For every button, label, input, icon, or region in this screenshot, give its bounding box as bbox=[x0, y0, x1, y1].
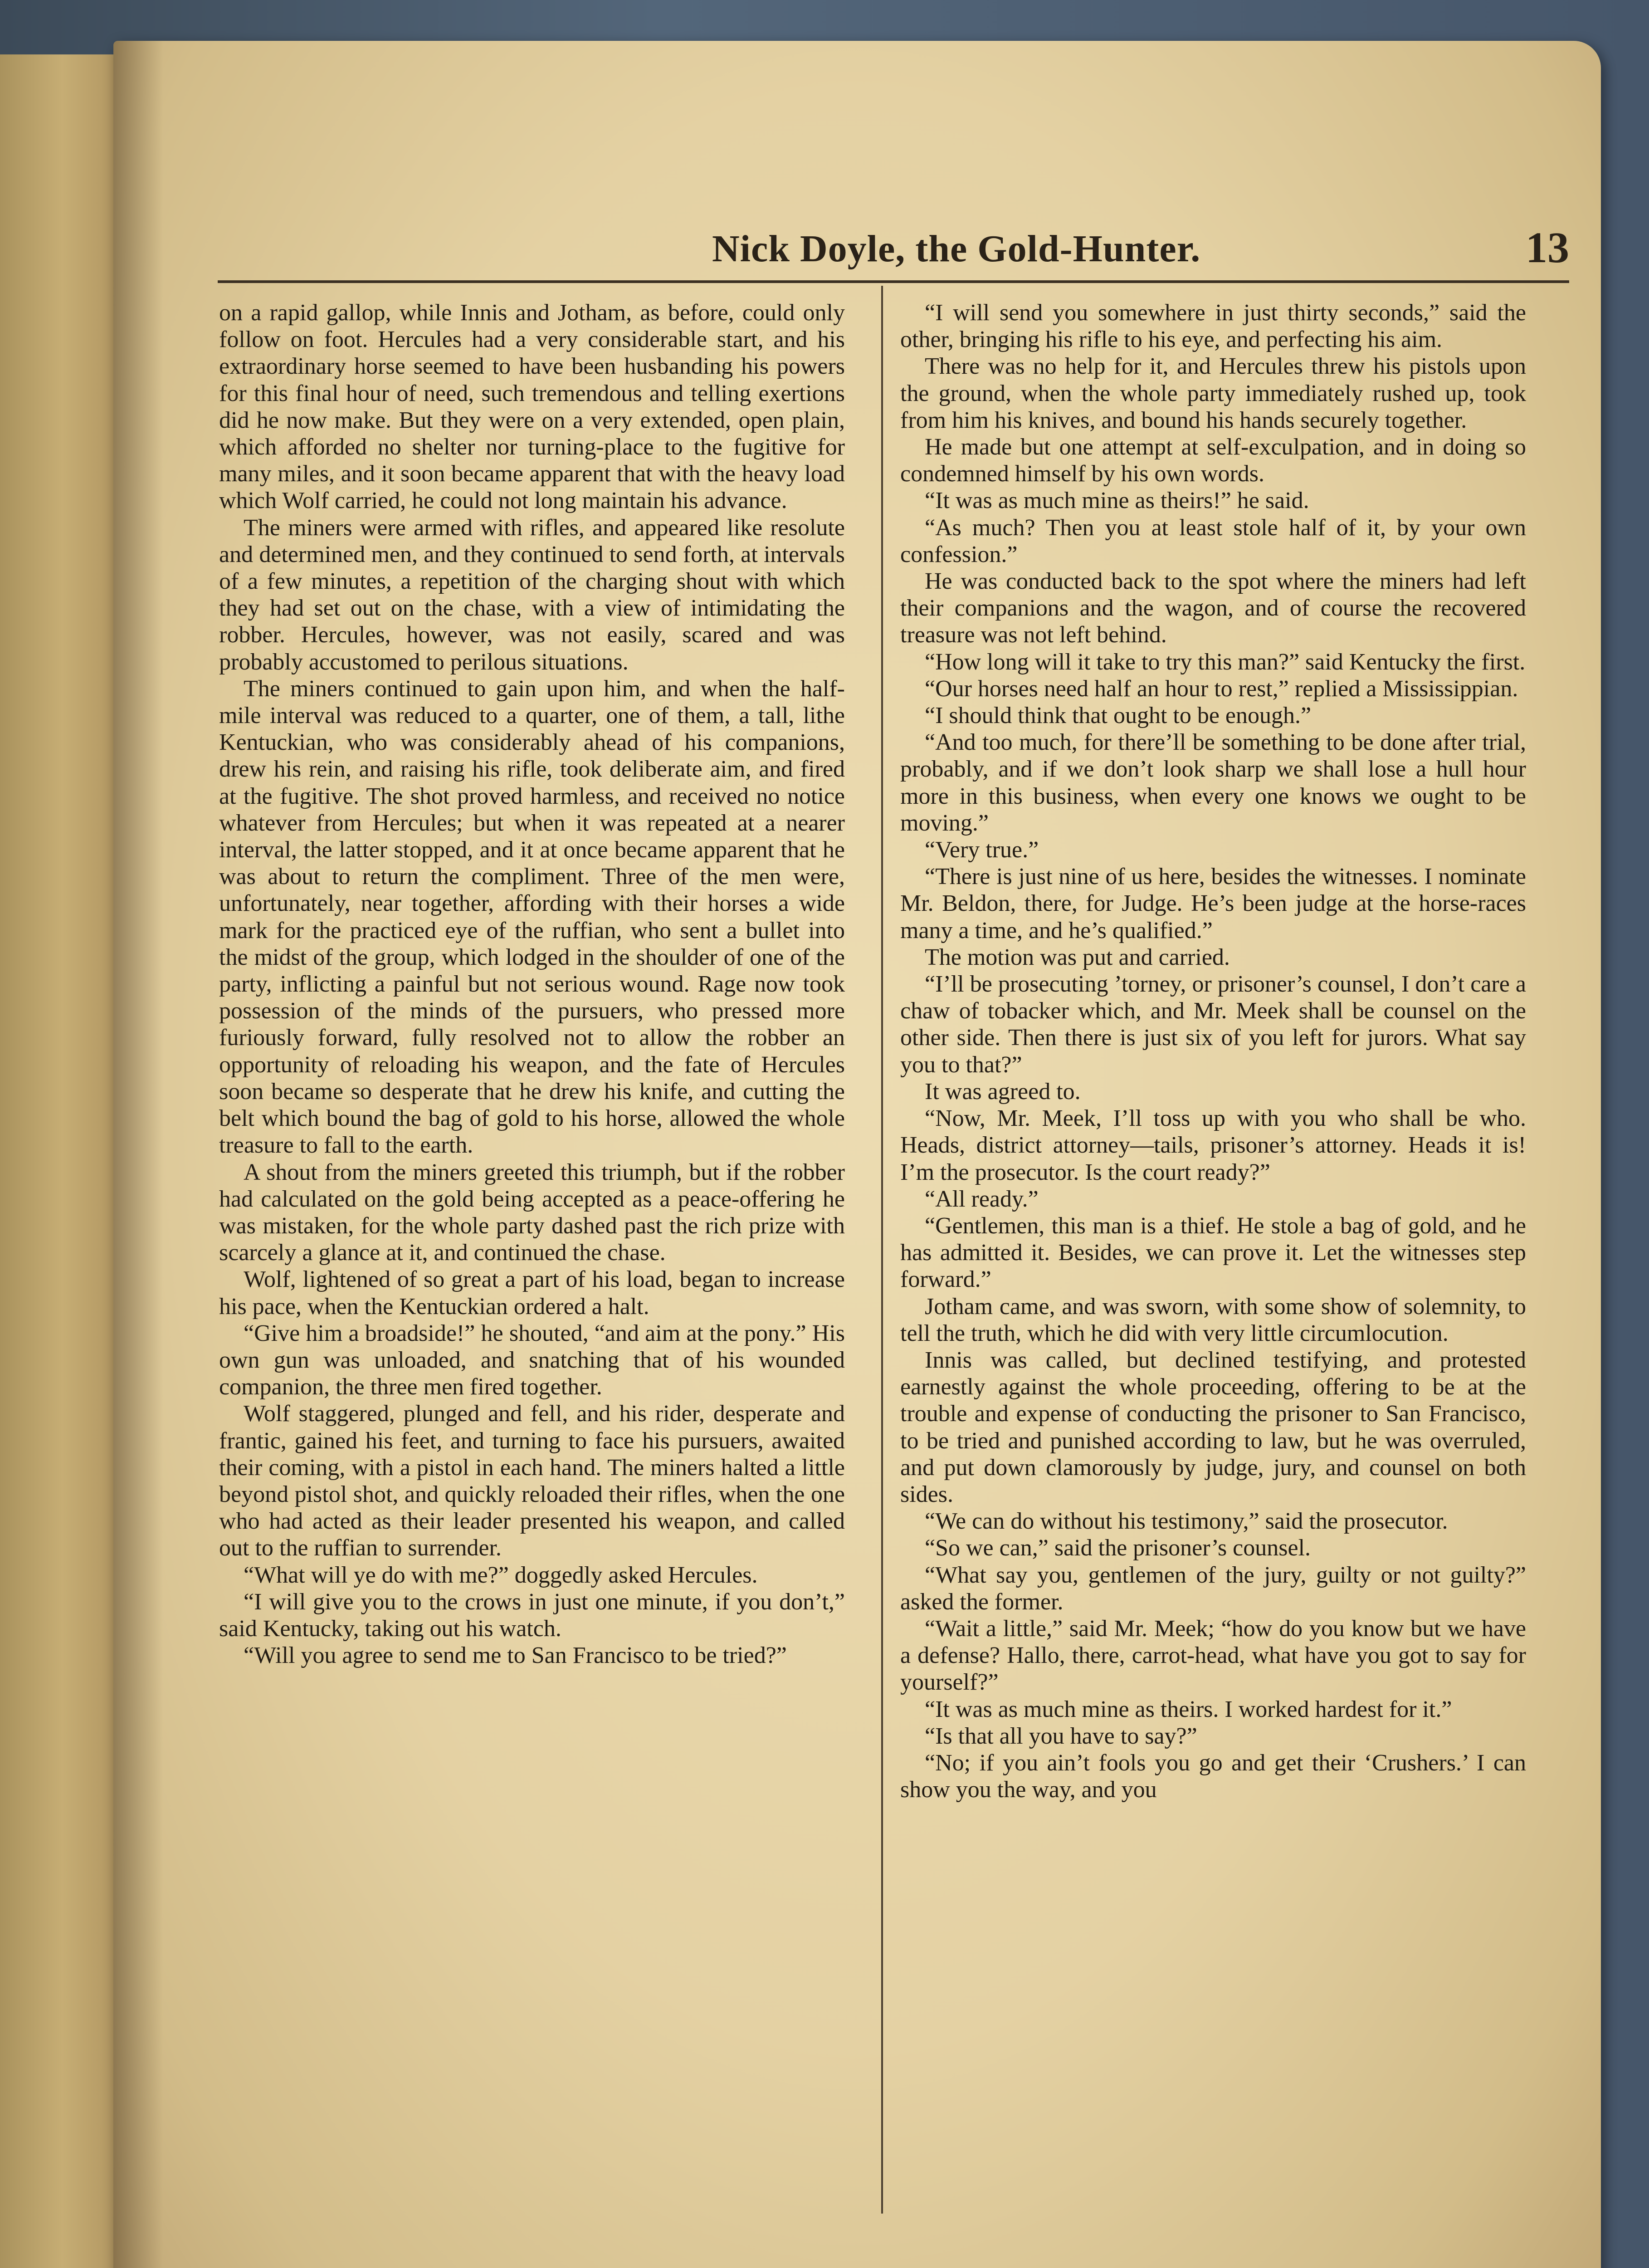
paragraph: “Wait a little,” said Mr. Meek; “how do you know but we have a defense? Hallo, there, carrot-head, what have you got to say for yourself?” bbox=[900, 1615, 1526, 1696]
paragraph: “What will ye do with me?” doggedly asked Hercules. bbox=[244, 1562, 758, 1588]
running-title: Nick Doyle, the Gold-Hunter. bbox=[712, 228, 1201, 270]
paragraph: “Very true.” bbox=[925, 837, 1039, 863]
page-number: 13 bbox=[1526, 223, 1569, 272]
paragraph: “It was as much mine as theirs!” he said. bbox=[925, 488, 1309, 514]
paragraph: “And too much, for there’ll be something to be done after trial, probably, and if we don’t look sharp we shall lose a hull hour more in this business, when every one knows we ought to be moving.” bbox=[900, 729, 1526, 836]
paragraph: on a rapid gallop, while Innis and Jotham, as before, could only follow on foot. Hercules had a very considerable start, and his extraordinary horse seemed to have been husbanding his powers for this final hour of need, such tremendous and telling exertions did he now make. But they were on a very extended, open plain, which afforded no shelter nor turning-place to the fugitive for many miles, and it soon became apparent that with the heavy load which Wolf carried, he could not long maintain his advance. bbox=[219, 300, 845, 514]
paragraph: “I will send you somewhere in just thirty seconds,” said the other, bringing his rifle to his eye, and perfecting his aim. bbox=[900, 300, 1526, 353]
header-rule bbox=[218, 280, 1569, 283]
paragraph: Innis was called, but declined testifying, and protested earnestly against the whole proceeding, offering to be at the trouble and expense of conducting the prisoner to San Francisco, to be tried and punished according to law, but he was overruled, and put down clamorously by judge, jury, and counsel on both sides. bbox=[900, 1347, 1526, 1507]
paragraph: “Now, Mr. Meek, I’ll toss up with you who shall be who. Heads, district attorney—tails, prisoner’s attorney. Heads it is! I’m the prosecutor. Is the court ready?” bbox=[900, 1105, 1526, 1185]
paragraph: “I should think that ought to be enough.” bbox=[925, 703, 1312, 729]
gutter-shadow bbox=[113, 41, 163, 2268]
paragraph: “Our horses need half an hour to rest,” replied a Mississippian. bbox=[925, 675, 1518, 702]
paragraph: “Is that all you have to say?” bbox=[925, 1723, 1197, 1749]
paragraph: It was agreed to. bbox=[925, 1078, 1081, 1105]
paragraph: “How long will it take to try this man?” said Kentucky the first. bbox=[925, 649, 1526, 675]
paragraph: Jotham came, and was sworn, with some show of solemnity, to tell the truth, which he did with very little circumlocution. bbox=[900, 1293, 1526, 1346]
paragraph: “All ready.” bbox=[925, 1186, 1039, 1212]
paragraph: “I will give you to the crows in just one minute, if you don’t,” said Kentucky, taking out his watch. bbox=[219, 1589, 845, 1642]
paragraph: The motion was put and carried. bbox=[925, 944, 1230, 970]
paragraph: He was conducted back to the spot where the miners had left their companions and the wagon, and of course the recovered treasure was not left behind. bbox=[900, 568, 1526, 648]
paragraph: “I’ll be prosecuting ’torney, or prisoner’s counsel, I don’t care a chaw of tobacker which, and Mr. Meek shall be counsel on the other side. Then there is just six of you left for jurors. What say you to that?” bbox=[900, 971, 1526, 1078]
paragraph: “We can do without his testimony,” said the prosecutor. bbox=[925, 1508, 1448, 1535]
paragraph: “What say you, gentlemen of the jury, guilty or not guilty?” asked the former. bbox=[900, 1562, 1526, 1615]
paragraph: A shout from the miners greeted this triumph, but if the robber had calculated on the gold being accepted as a peace-offering he was mistaken, for the whole party dashed past the rich prize with scarcely a glance at it, and continued the chase. bbox=[219, 1159, 845, 1266]
right-column bbox=[900, 299, 1526, 1803]
paragraph: “There is just nine of us here, besides the witnesses. I nominate Mr. Beldon, there, for Judge. He’s been judge at the horse-races many a time, and he’s qualified.” bbox=[900, 864, 1526, 943]
paragraph: Wolf staggered, plunged and fell, and his rider, desperate and frantic, gained his feet, and turning to face his pursuers, awaited their coming, with a pistol in each hand. The miners halted a little beyond pistol shot, and quickly reloaded their rifles, when the one who had acted as their leader presented his weapon, and called out to the ruffian to surrender. bbox=[219, 1401, 845, 1561]
paragraph: “As much? Then you at least stole half of it, by your own confession.” bbox=[900, 514, 1526, 567]
running-header bbox=[218, 204, 1569, 281]
paragraph: The miners continued to gain upon him, and when the half-mile interval was reduced to a quarter, one of them, a tall, lithe Kentuckian, who was considerably ahead of his companions, drew his rein, and raising his rifle, took deliberate aim, and fired at the fugitive. The shot proved harmless, and received no notice whatever from Hercules; but when it was repeated at a nearer interval, the latter stopped, and it at once became apparent that he was about to return the compliment. Three of the men were, unfortunately, near together, affording with their horses a wide mark for the practiced eye of the ruffian, who sent a bullet into the midst of the group, which lodged in the shoulder of one of the party, inflicting a painful but not serious wound. Rage now took possession of the minds of the pursuers, who pressed more furiously forward, fully resolved not to allow the robber an opportunity of reloading his weapon, and the fate of Hercules soon became so desperate that he drew his knife, and cutting the belt which bound the bag of gold to his horse, allowed the whole treasure to fall to the earth. bbox=[219, 675, 845, 1158]
column-divider bbox=[881, 286, 883, 2214]
paragraph: “So we can,” said the prisoner’s counsel. bbox=[925, 1535, 1311, 1561]
paragraph: “It was as much mine as theirs. I worked hardest for it.” bbox=[925, 1696, 1452, 1722]
scanned-page bbox=[113, 41, 1601, 2268]
paragraph: “Gentlemen, this man is a thief. He stole a bag of gold, and he has admitted it. Besides, we can prove it. Let the witnesses step forward.” bbox=[900, 1212, 1526, 1293]
facing-page-edge bbox=[0, 54, 115, 2268]
paragraph: He made but one attempt at self-exculpation, and in doing so condemned himself by his own words. bbox=[900, 434, 1526, 487]
paragraph: “No; if you ain’t fools you go and get their ‘Crushers.’ I can show you the way, and you bbox=[900, 1750, 1526, 1803]
paragraph: “Give him a broadside!” he shouted, “and aim at the pony.” His own gun was unloaded, and snatching that of his wounded companion, the three men fired together. bbox=[219, 1320, 845, 1400]
paragraph: “Will you agree to send me to San Francisco to be tried?” bbox=[244, 1642, 787, 1669]
paragraph: The miners were armed with rifles, and appeared like resolute and determined men, and they continued to send forth, at intervals of a few minutes, a repetition of the charging shout with which they had set out on the chase, with a view of intimidating the robber. Hercules, however, was not easily, scared and was probably accustomed to perilous situations. bbox=[219, 514, 845, 675]
left-column bbox=[219, 299, 845, 1669]
paragraph: Wolf, lightened of so great a part of his load, began to increase his pace, when the Kentuckian ordered a halt. bbox=[219, 1266, 845, 1320]
paragraph: There was no help for it, and Hercules threw his pistols upon the ground, when the whole party immediately rushed up, took from him his knives, and bound his hands securely together. bbox=[900, 353, 1526, 433]
